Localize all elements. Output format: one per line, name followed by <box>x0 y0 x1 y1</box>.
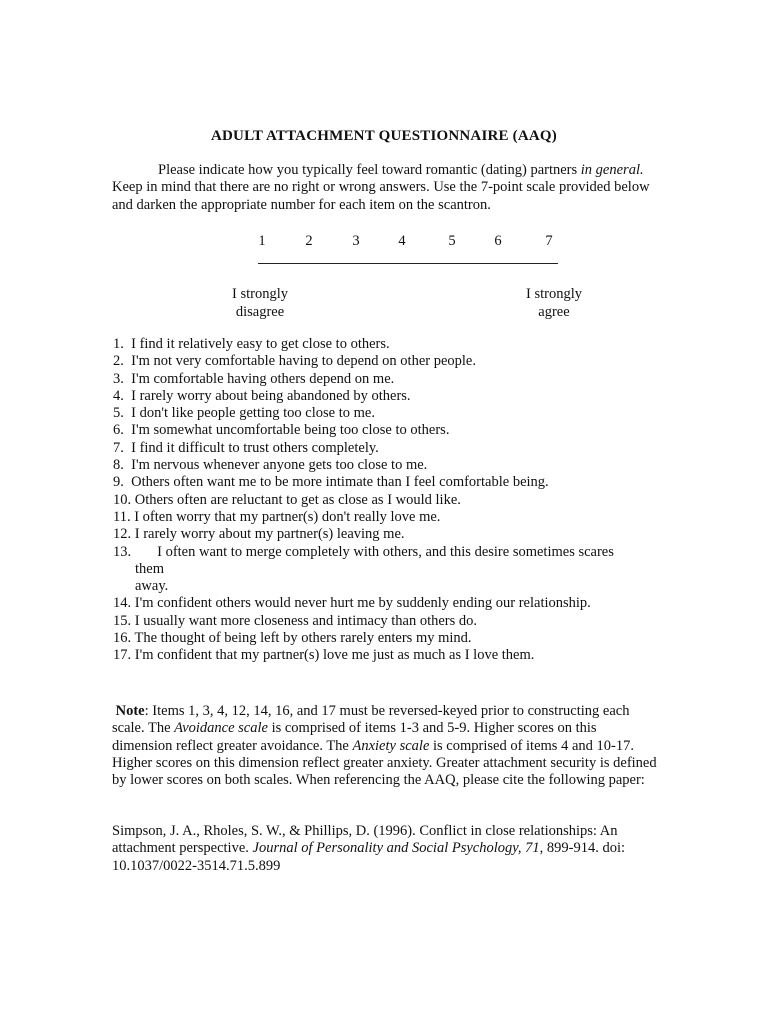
list-item <box>113 371 673 388</box>
item-text: I don't like people getting too close to me. <box>131 405 375 422</box>
item-text: I find it relatively easy to get close to others. <box>131 336 390 352</box>
list-item <box>113 336 673 353</box>
questionnaire-items <box>113 336 673 665</box>
list-item <box>113 595 673 612</box>
instructions-text-1: Please indicate how you typically feel toward romantic (dating) partners <box>158 162 581 178</box>
item-number: 1. <box>113 336 124 352</box>
list-item <box>113 440 673 457</box>
instructions <box>112 162 652 214</box>
item-number: 7. <box>113 439 124 456</box>
scale-number-2: 2 <box>305 233 313 249</box>
item-number: 9. <box>113 474 124 491</box>
item-text: I rarely worry about my partner(s) leaving me. <box>134 526 405 543</box>
list-item <box>113 613 673 630</box>
list-item <box>113 509 673 526</box>
item-number: 10. <box>113 491 132 508</box>
note-paragraph <box>112 703 657 789</box>
anxiety-scale-term: Anxiety scale <box>352 737 430 754</box>
page-title: ADULT ATTACHMENT QUESTIONNAIRE (AAQ) <box>210 128 557 144</box>
item-number: 2. <box>113 353 124 370</box>
item-text: I'm nervous whenever anyone gets too close to me. <box>131 457 428 474</box>
item-text-continued: away. <box>135 578 169 595</box>
scale-number-6: 6 <box>494 233 502 249</box>
item-number: 4. <box>113 387 124 404</box>
list-item <box>113 457 673 474</box>
instructions-emphasis: in general. <box>580 162 644 178</box>
list-item <box>113 544 673 596</box>
item-text-continued: them <box>135 560 164 577</box>
list-item <box>113 647 673 664</box>
note-text-1: : Items 1, 3, 4, 12, 14, 16, and 17 must be reversed-keyed prior to constructing each scale. The <box>112 703 630 737</box>
note-text-3: is comprised of items 4 and 10-17. Higher scores on this dimension reflect greater anxiety. Greater attachment security is defined by lower scores on both scales. When referencing the AAQ, please cite the following paper: <box>112 737 657 789</box>
item-number: 12. <box>113 526 132 543</box>
item-number: 8. <box>113 457 124 474</box>
scale-anchor-disagree <box>220 285 300 321</box>
citation-paragraph <box>112 823 657 875</box>
anchor-left-line1: I strongly <box>232 286 288 302</box>
citation-text-2: , 899-914. doi: 10.1037/0022-3514.71.5.899 <box>112 840 626 874</box>
list-item <box>113 405 673 422</box>
scale-number-7: 7 <box>545 233 553 249</box>
list-item <box>113 474 673 491</box>
anchor-right-line2: agree <box>538 304 570 320</box>
item-text: Others often want me to be more intimate than I feel comfortable being. <box>131 474 549 491</box>
item-text: I usually want more closeness and intimacy than others do. <box>134 612 478 629</box>
item-number: 5. <box>113 405 124 422</box>
list-item <box>113 353 673 370</box>
note-label: Note <box>115 703 145 719</box>
scale-number-5: 5 <box>448 233 456 249</box>
scale-anchor-agree <box>514 285 594 321</box>
item-text: I often want to merge completely with others, and this desire sometimes scares <box>157 543 614 560</box>
item-number: 11. <box>113 508 131 525</box>
item-number: 17. <box>113 647 132 664</box>
item-text: I rarely worry about being abandoned by others. <box>131 387 411 404</box>
item-number: 6. <box>113 422 124 439</box>
item-text: I'm somewhat uncomfortable being too close to others. <box>131 422 450 439</box>
item-text: I'm comfortable having others depend on me. <box>131 370 395 387</box>
scale-number-1: 1 <box>258 233 266 249</box>
list-item <box>113 492 673 509</box>
item-number: 14. <box>113 595 132 612</box>
scale-line <box>258 263 558 264</box>
scale-number-3: 3 <box>352 233 360 249</box>
item-number: 3. <box>113 370 124 387</box>
item-text: I'm confident that my partner(s) love me just as much as I love them. <box>134 647 535 664</box>
scale-number-4: 4 <box>398 233 406 249</box>
item-number: 16. <box>113 630 132 647</box>
list-item <box>113 422 673 439</box>
anchor-left-line2: disagree <box>235 304 285 320</box>
item-text: I'm confident others would never hurt me by suddenly ending our relationship. <box>134 595 591 612</box>
instructions-text-2: Keep in mind that there are no right or wrong answers. Use the 7-point scale provided below and darken the appropriate number for each item on the scantron. <box>112 179 650 213</box>
anchor-right-line1: I strongly <box>526 286 582 302</box>
scoring-note <box>112 703 657 789</box>
item-text: Others often are reluctant to get as close as I would like. <box>134 491 461 508</box>
note-text-2: is comprised of items 1-3 and 5-9. Higher scores on this dimension reflect greater avoidance. The <box>112 720 597 754</box>
item-text: The thought of being left by others rarely enters my mind. <box>134 630 472 647</box>
citation <box>112 823 657 875</box>
item-text: I often worry that my partner(s) don't really love me. <box>134 508 441 525</box>
item-number: 13. <box>113 543 132 560</box>
item-text: I find it difficult to trust others completely. <box>131 439 379 456</box>
avoidance-scale-term: Avoidance scale <box>174 720 268 737</box>
list-item <box>113 388 673 405</box>
item-text: I'm not very comfortable having to depend on other people. <box>131 353 476 370</box>
citation-journal: Journal of Personality and Social Psychology, 71 <box>252 840 540 857</box>
item-number: 15. <box>113 612 132 629</box>
citation-text-1: Simpson, J. A., Rholes, S. W., & Phillips, D. (1996). Conflict in close relationships: An attachment perspective. <box>112 823 618 857</box>
list-item <box>113 630 673 647</box>
list-item <box>113 526 673 543</box>
instructions-paragraph <box>112 162 652 214</box>
